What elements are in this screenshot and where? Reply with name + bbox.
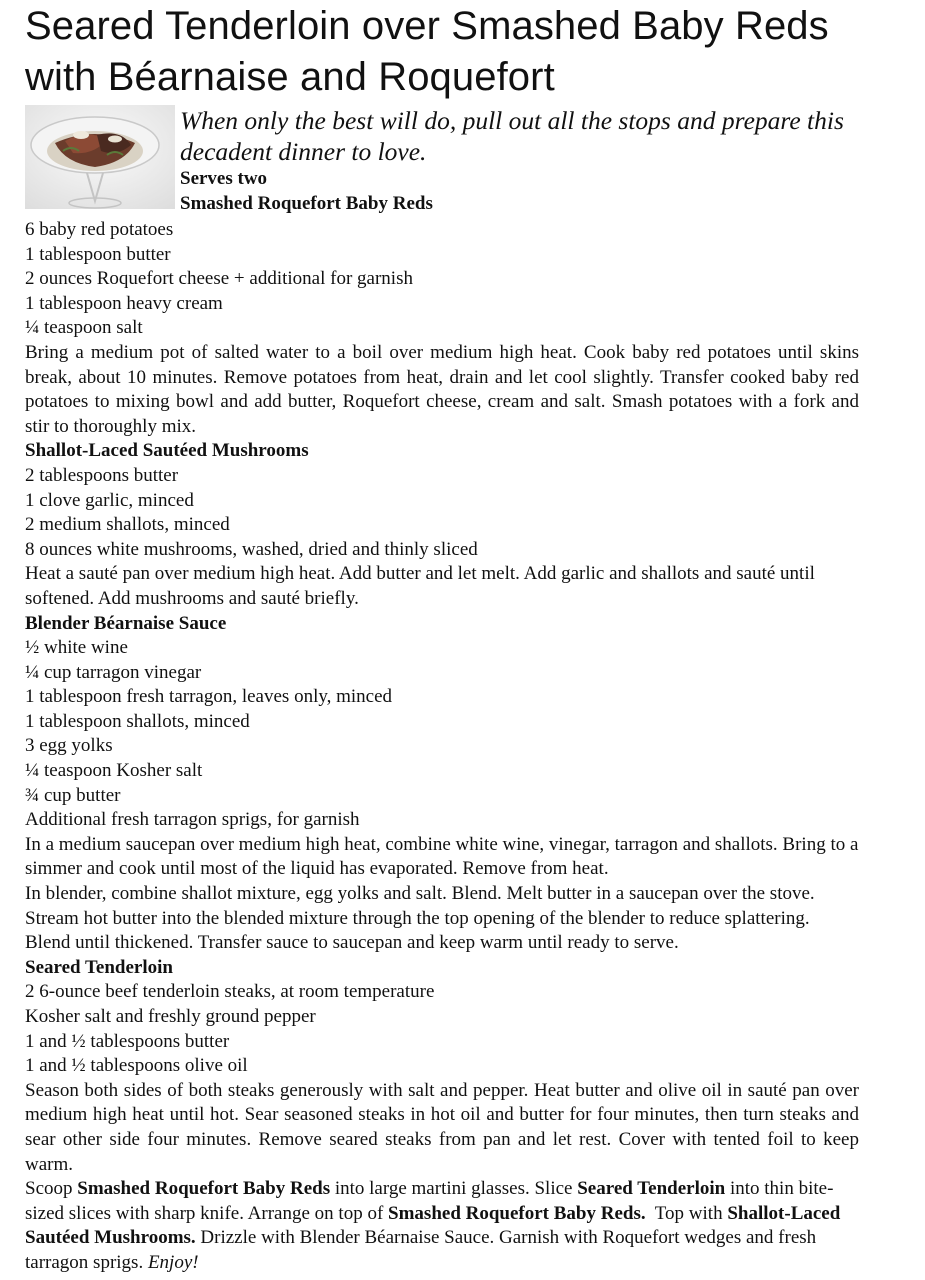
serving-directions [25,1177,859,1275]
section-heading-tenderloin: Seared Tenderloin [25,956,173,978]
ingredient-item: ¼ cup tarragon vinegar [25,661,202,683]
serving-ref-tenderloin: Seared Tenderloin [577,1178,726,1200]
ingredient-item: 1 and ½ tablespoons butter [25,1030,230,1052]
section-heading-mushrooms: Shallot-Laced Sautéed Mushrooms [25,440,309,462]
serving-ref-potatoes-2: Smashed Roquefort Baby Reds. [388,1202,646,1224]
mushrooms-section [25,439,905,611]
serving-text: Drizzle with Blender Béarnaise Sauce. Garnish with Roquefort wedges and fresh tarragon sprigs. [25,1227,817,1273]
potatoes-section [25,218,905,439]
ingredient-item: 1 tablespoon fresh tarragon, leaves only, minced [25,686,393,708]
ingredient-item: 8 ounces white mushrooms, washed, dried and thinly sliced [25,538,478,560]
ingredient-item: 3 egg yolks [25,735,113,757]
recipe-title [25,0,905,103]
bearnaise-section [25,612,905,956]
ingredient-item: 6 baby red potatoes [25,219,174,240]
serving-text: Scoop [25,1178,78,1200]
ingredient-item: 2 tablespoons butter [25,464,179,486]
recipe-page [25,0,905,1276]
intro-text [180,105,880,216]
serving-text: into thin bite-sized slices with sharp knife. Arrange on top of [25,1178,834,1224]
intro-block [25,105,905,218]
ingredient-item: 1 and ½ tablespoons olive oil [25,1055,248,1077]
ingredient-item: 2 medium shallots, minced [25,514,230,536]
ingredient-item: Kosher salt and freshly ground pepper [25,1006,316,1027]
ingredient-item: ¾ cup butter [25,784,121,806]
bearnaise-directions-2: In blender, combine shallot mixture, egg yolks and salt. Blend. Melt butter in a saucepan over the stove. Stream hot butter into the blended mixture through the top opening of the blender to reduce splattering. Blend until thickened. Transfer sauce to saucepan and keep warm until ready to serve. [25,883,815,954]
title-line-2: with Béarnaise and Roquefort [25,55,555,99]
tenderloin-section [25,956,905,1177]
ingredient-item: 2 ounces Roquefort cheese + additional for garnish [25,268,413,290]
dish-photo [25,105,175,209]
ingredient-item: 1 tablespoon shallots, minced [25,710,250,732]
serving-text: Top with [645,1202,728,1224]
serving-text: into large martini glasses. Slice [330,1178,578,1200]
tagline: When only the best will do, pull out all the stops and prepare this decadent dinner to love. [180,106,844,166]
ingredient-item: Additional fresh tarragon sprigs, for garnish [25,809,360,831]
martini-glass-dish-image [25,105,175,209]
potatoes-directions: Bring a medium pot of salted water to a boil over medium high heat. Cook baby red potatoes until skins break, about 10 minutes. Remove potatoes from heat, drain and let cool slightly. Transfer cooked baby red potatoes to mixing bowl and add butter, Roquefort cheese, cream and salt. Smash potatoes with a fork and stir to thoroughly mix. [25,341,859,437]
ingredient-item: ¼ teaspoon Kosher salt [25,760,203,782]
ingredient-item: ¼ teaspoon salt [25,317,143,339]
ingredient-item: ½ white wine [25,637,128,659]
ingredient-item: 2 6-ounce beef tenderloin steaks, at room temperature [25,981,435,1003]
section-heading-potatoes: Smashed Roquefort Baby Reds [180,192,433,214]
ingredient-item: 1 clove garlic, minced [25,489,194,511]
section-heading-bearnaise: Blender Béarnaise Sauce [25,612,227,634]
mushrooms-directions: Heat a sauté pan over medium high heat. Add butter and let melt. Add garlic and shallots and sauté until softened. Add mushrooms and sauté briefly. [25,563,815,609]
tenderloin-directions: Season both sides of both steaks generously with salt and pepper. Heat butter and olive oil in sauté pan over medium high heat until hot. Sear seasoned steaks in hot oil and butter for four minutes, then turn steaks and sear other side four minutes. Remove seared steaks from pan and let rest. Cover with tented foil to keep warm. [25,1079,859,1175]
serving-ref-potatoes: Smashed Roquefort Baby Reds [77,1178,331,1200]
enjoy-text: Enjoy! [147,1251,199,1273]
serving-ref-mushrooms: Shallot-Laced Sautéed Mushrooms. [25,1202,841,1249]
bearnaise-directions-1: In a medium saucepan over medium high heat, combine white wine, vinegar, tarragon and shallots. Bring to a simmer and cook until most of the liquid has evaporated. Remove from heat. [25,833,859,880]
title-line-1: Seared Tenderloin over Smashed Baby Reds [25,4,829,48]
ingredient-item: 1 tablespoon butter [25,243,171,265]
serves-line: Serves two [180,168,268,189]
ingredient-item: 1 tablespoon heavy cream [25,292,223,314]
